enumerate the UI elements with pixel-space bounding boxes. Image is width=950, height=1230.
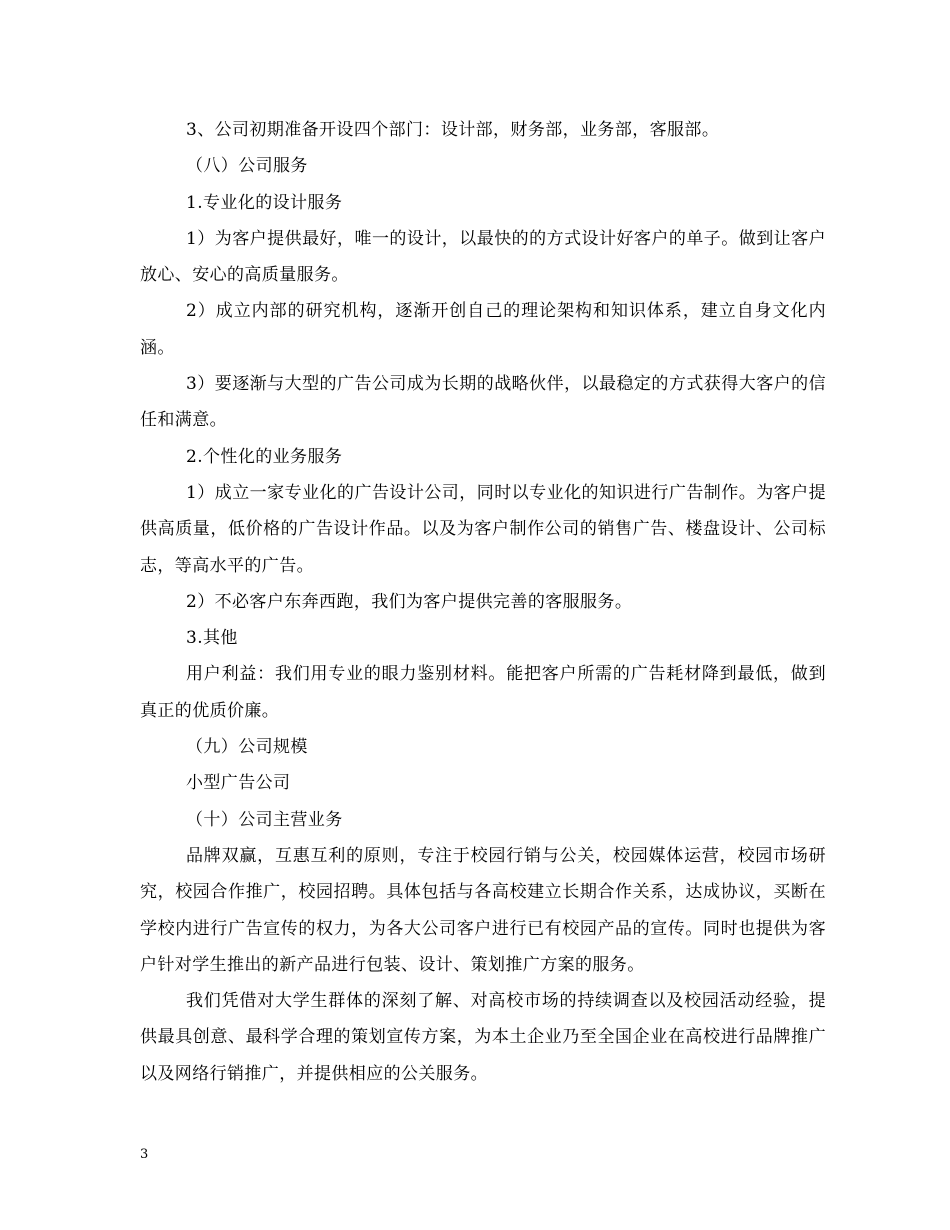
- paragraph-departments: 3、公司初期准备开设四个部门：设计部，财务部，业务部，客服部。: [186, 120, 720, 140]
- document-body: [140, 112, 826, 1092]
- paragraph-scale: 小型广告公司: [186, 773, 291, 794]
- paragraph-user-benefit: 用户利益：我们用专业的眼力鉴别材料。能把客户所需的广告耗材降到最低，做到真正的优质价廉。: [140, 664, 826, 721]
- subheading-business-service: 2.个性化的业务服务: [186, 446, 343, 467]
- paragraph-campus-strategy: 我们凭借对大学生群体的深刻了解、对高校市场的持续调查以及校园活动经验，提供最具创意、最科学合理的策划宣传方案，为本土企业乃至全国企业在高校进行品牌推广以及网络行销推广，并提供相应的公关服务。: [140, 991, 826, 1084]
- paragraph-design-3: 3）要逐渐与大型的广告公司成为长期的战略伙伴，以最稳定的方式获得大客户的信任和满意。: [140, 374, 826, 431]
- paragraph-design-2: 2）成立内部的研究机构，逐渐开创自己的理论架构和知识体系，建立自身文化内涵。: [140, 301, 826, 358]
- subheading-other: 3.其他: [186, 628, 238, 649]
- paragraph-main-business: 品牌双赢，互惠互利的原则，专注于校园行销与公关，校园媒体运营，校园市场研究，校园合作推广，校园招聘。具体包括与各高校建立长期合作关系，达成协议，买断在学校内进行广告宣传的权力，为各大公司客户进行已有校园产品的宣传。同时也提供为客户针对学生推出的新产品进行包装、设计、策划推广方案的服务。: [140, 845, 826, 975]
- subheading-design-service: 1.专业化的设计服务: [186, 192, 343, 213]
- section-heading-main-business: （十）公司主营业务: [186, 809, 343, 830]
- page-number: 3: [140, 1147, 149, 1162]
- section-heading-scale: （九）公司规模: [186, 737, 308, 758]
- paragraph-business-2: 2）不必客户东奔西跑，我们为客户提供完善的客服服务。: [186, 591, 633, 612]
- paragraph-business-1: 1）成立一家专业化的广告设计公司，同时以专业化的知识进行广告制作。为客户提供高质量，低价格的广告设计作品。以及为客户制作公司的销售广告、楼盘设计、公司标志，等高水平的广告。: [140, 482, 826, 576]
- section-heading-services: （八）公司服务: [186, 156, 308, 177]
- paragraph-design-1: 1）为客户提供最好，唯一的设计，以最快的的方式设计好客户的单子。做到让客户放心、安心的高质量服务。: [140, 228, 826, 286]
